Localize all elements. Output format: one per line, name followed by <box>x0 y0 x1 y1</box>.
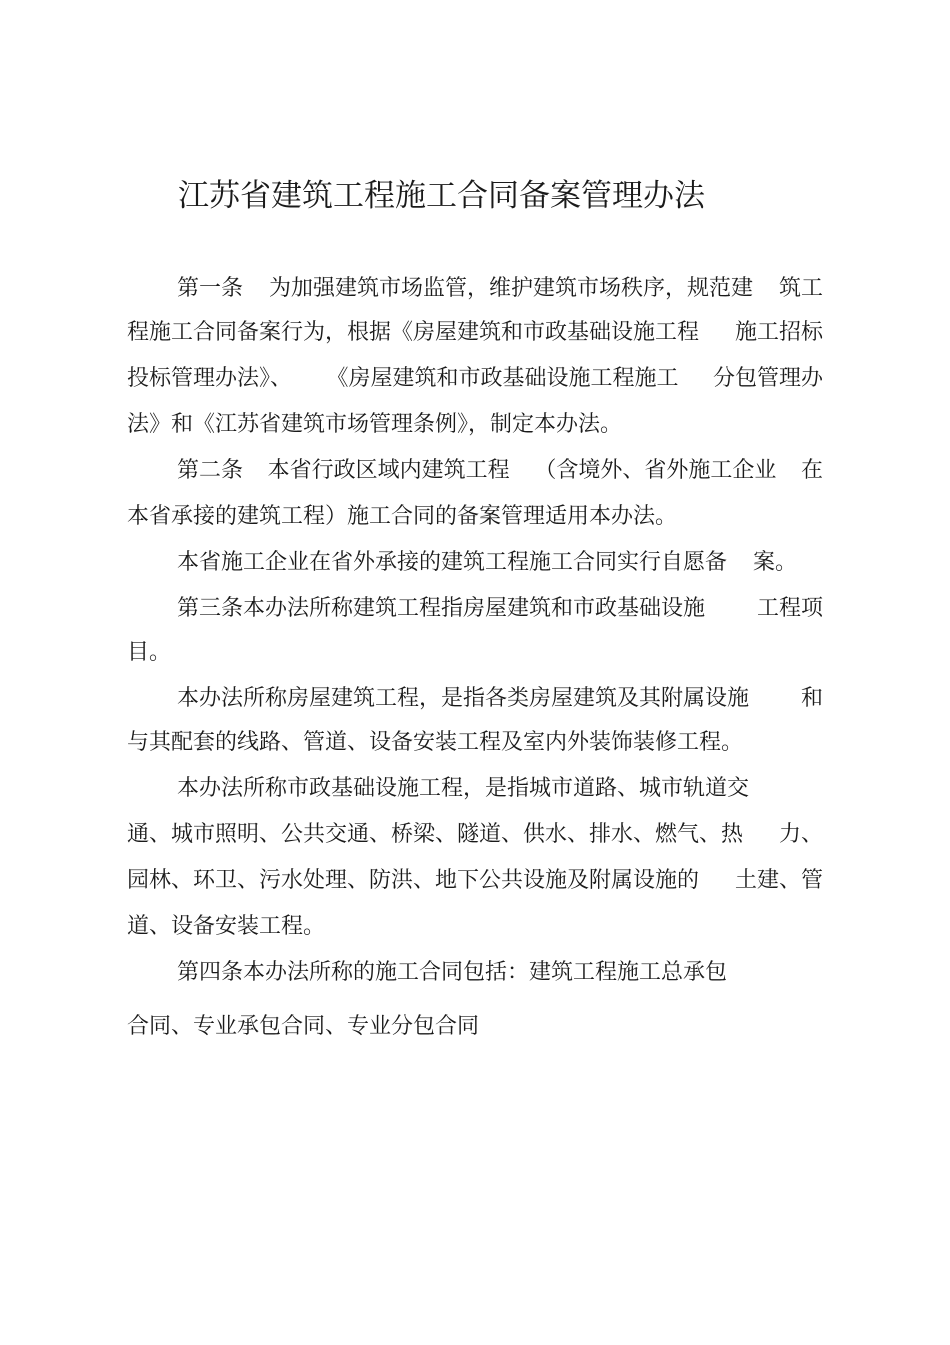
text-segment: 力、 <box>778 822 823 847</box>
text-segment: 园林、环卫、污水处理、防洪、地下公共设施及附属设施的 <box>127 868 700 893</box>
text-segment: 工程项 <box>756 596 823 621</box>
text-segment: 道、设备安装工程。 <box>127 914 326 939</box>
text-segment: 本办法所称房屋建筑工程，是指各类房屋建筑及其附属设施 <box>177 686 750 711</box>
article-3-paragraph-2-line-1 <box>177 684 823 714</box>
article-1-line-2 <box>127 318 823 348</box>
text-segment: 目。 <box>127 640 172 665</box>
text-segment: 法》和《江苏省建筑市场管理条例》，制定本办法。 <box>127 412 623 437</box>
text-segment: 第三条本办法所称建筑工程指房屋建筑和市政基础设施 <box>177 596 706 621</box>
text-segment: 《房屋建筑和市政基础设施工程施工 <box>326 366 679 391</box>
text-segment: 本省行政区域内建筑工程 <box>267 458 510 483</box>
text-segment: 施工招标 <box>734 320 823 345</box>
article-3-paragraph-3-line-1 <box>177 774 823 804</box>
text-segment: 分包管理办 <box>712 366 823 391</box>
text-segment: 第四条本办法所称的施工合同包括：建筑工程施工总承包 <box>177 960 728 985</box>
article-1-line-3 <box>127 364 823 394</box>
article-3-paragraph-2-line-2 <box>127 728 743 758</box>
text-segment: 和 <box>800 686 823 711</box>
article-3-line-2 <box>127 638 171 668</box>
text-segment: 第二条 <box>177 458 244 483</box>
text-segment: 本省施工企业在省外承接的建筑工程施工合同实行自愿备 <box>177 550 728 575</box>
text-segment: 合同、专业承包合同、专业分包合同 <box>127 1014 480 1039</box>
text-segment: 与其配套的线路、管道、设备安装工程及室内外装饰装修工程。 <box>127 730 744 755</box>
text-segment: 第一条 <box>177 276 244 301</box>
text-segment: 程施工合同备案行为，根据《房屋建筑和市政基础设施工程 <box>127 320 700 345</box>
text-segment: 投标管理办法》、 <box>127 366 293 391</box>
text-segment: 本省承接的建筑工程）施工合同的备案管理适用本办法。 <box>127 504 678 529</box>
article-1-line-1 <box>177 274 823 304</box>
article-3-paragraph-3-line-3 <box>127 866 823 896</box>
text-segment: 案。 <box>752 550 797 575</box>
article-3-line-1 <box>177 594 823 624</box>
article-2-line-2 <box>127 502 677 532</box>
text-segment: 筑工 <box>778 276 823 301</box>
article-2-line-1 <box>177 456 823 486</box>
article-4-line-1 <box>177 958 727 988</box>
article-3-paragraph-3-line-2 <box>127 820 823 850</box>
article-2-paragraph-2 <box>177 548 797 578</box>
text-segment: 本办法所称市政基础设施工程，是指城市道路、城市轨道交 <box>177 776 750 801</box>
article-1-line-4 <box>127 410 622 440</box>
text-segment: 土建、管 <box>734 868 823 893</box>
article-3-paragraph-3-line-4 <box>127 912 325 942</box>
article-4-line-2 <box>127 1012 479 1042</box>
text-segment: 在 <box>800 458 823 483</box>
document-title: 江苏省建筑工程施工合同备案管理办法 <box>178 178 705 214</box>
text-segment: 为加强建筑市场监管，维护建筑市场秩序，规范建 <box>268 276 753 301</box>
text-segment: （含境外、省外施工企业 <box>534 458 777 483</box>
text-segment: 通、城市照明、公共交通、桥梁、隧道、供水、排水、燃气、热 <box>127 822 744 847</box>
